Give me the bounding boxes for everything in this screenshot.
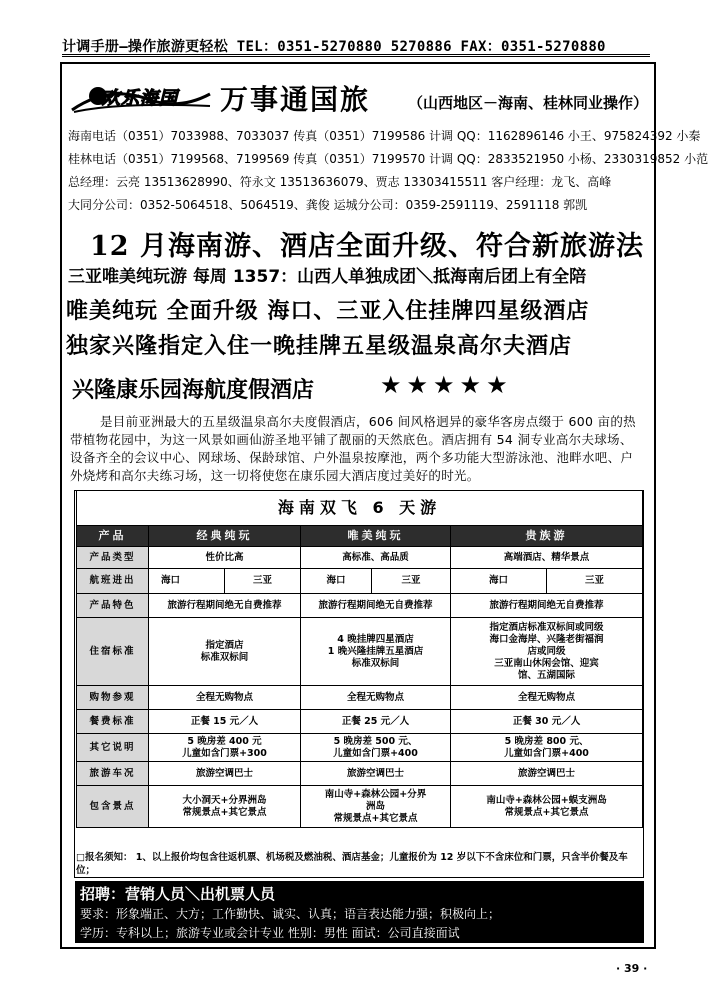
- table-cell: 南山寺+森林公园+蜈支洲岛 常规景点+其它景点: [451, 786, 643, 828]
- recruit-requirements: 要求：形象端正、大方；工作勤快、诚实、认真；语言表达能力强；积极向上；: [80, 907, 501, 921]
- table-cell: 高端酒店、精华景点: [451, 547, 643, 569]
- table-row: [77, 547, 643, 569]
- agency-name: 万事通国旅: [220, 83, 371, 116]
- recruit-education: 学历：专科以上；旅游专业或会计专业 性别：男性 面试：公司直接面试: [80, 926, 460, 940]
- hotel-description: 是目前亚洲最大的五星级温泉高尔夫度假酒店，606 间风格迥异的豪华客房点缀于 600 亩的热带植物花园中，为这一风景如画仙游圣地平铺了靓丽的天然底色。酒店拥有 54 洞专业高尔夫球场、设备齐全的会议中心、网球场、保龄球馆、户外温泉按摩池，两个多功能大型游泳池、池畔水吧、户外烧烤和高尔夫练习场，这一切将使您在康乐园大酒店度过美好的时光。: [70, 414, 636, 483]
- table-cell: 全程无购物点: [149, 686, 301, 710]
- hotel-stars: ★★★★★: [380, 371, 513, 399]
- table-cell: 5 晚房差 500 元、 儿童如含门票+400: [301, 734, 451, 762]
- table-cell: 正餐 25 元／人: [301, 710, 451, 734]
- table-cell: 正餐 30 元／人: [451, 710, 643, 734]
- table-cell: 三亚: [372, 569, 451, 594]
- table-cell: 4 晚挂牌四星酒店 1 晚兴隆挂牌五星酒店 标准双标间: [301, 618, 451, 686]
- table-row: [77, 786, 643, 828]
- page-number: · 39 ·: [616, 962, 648, 975]
- table-cell: 海口: [451, 569, 547, 593]
- contact-guilin: 桂林电话（0351）7199568、7199569 传真（0351）7199570 计调 QQ：2833521950 小杨、2330319852 小范: [68, 152, 709, 166]
- row-label: 住宿标准: [77, 618, 149, 686]
- table-cell: 性价比高: [149, 547, 301, 569]
- table-cell: 旅游空调巴士: [149, 762, 301, 786]
- row-label: 包含景点: [77, 786, 149, 828]
- header-classic: 经典纯玩: [149, 526, 301, 547]
- tour-table: [74, 490, 644, 878]
- contact-hainan: 海南电话（0351）7033988、7033037 传真（0351）7199586 计调 QQ：1162896146 小王、975824392 小秦: [68, 129, 701, 143]
- table-cell: 5 晚房差 400 元 儿童如含门票+300: [149, 734, 301, 762]
- table-cell: 海口: [301, 569, 372, 594]
- table-cell: 三亚: [225, 569, 301, 594]
- row-label: 餐费标准: [77, 710, 149, 734]
- upgrade-line: 唯美纯玩 全面升级 海口、三亚入住挂牌四星级酒店: [66, 299, 590, 324]
- table-cell: 5 晚房差 800 元、 儿童如含门票+400: [451, 734, 643, 762]
- header-contact-bar: 计调手册—操作旅游更轻松 TEL：0351-5270880 5270886 FAX：0351-5270880: [62, 36, 650, 57]
- table-row: [77, 569, 643, 594]
- table-cell: 旅游行程期间绝无自费推荐: [149, 594, 301, 618]
- table-cell: 海口: [149, 569, 225, 594]
- table-cell: 全程无购物点: [451, 686, 643, 710]
- booking-notes: □报名须知： 1、以上报价均包含往返机票、机场税及燃油税、酒店基金；儿童报价为 12 岁以下不含床位和门票，只含半价餐及车位；: [76, 852, 628, 876]
- table-title: 海南双飞 6 天游: [77, 491, 643, 526]
- table-cell: 全程无购物点: [301, 686, 451, 710]
- table-row: [77, 686, 643, 710]
- table-row: [77, 618, 643, 686]
- xinglong-line: 独家兴隆指定入住一晚挂牌五星级温泉高尔夫酒店: [66, 334, 573, 359]
- header-deluxe: 唯美纯玩: [301, 526, 451, 547]
- recruit-title: 招聘：营销人员＼出机票人员: [80, 885, 276, 903]
- table-row: [77, 710, 643, 734]
- table-cell: 指定酒店 标准双标间: [149, 618, 301, 686]
- table-cell: 旅游空调巴士: [301, 762, 451, 786]
- contact-branches: 大同分公司：0352-5064518、5064519、龚俊 运城分公司：0359-2591119、2591118 郭凯: [68, 198, 588, 212]
- table-row: [77, 762, 643, 786]
- header-noble: 贵族游: [451, 526, 643, 547]
- table-cell: 正餐 15 元／人: [149, 710, 301, 734]
- row-label: 购物参观: [77, 686, 149, 710]
- row-label: 航班进出: [77, 569, 149, 594]
- recruitment-box: [75, 881, 644, 943]
- table-cell: 大小洞天+分界洲岛 常规景点+其它景点: [149, 786, 301, 828]
- row-label: 其它说明: [77, 734, 149, 762]
- tour-schedule: 三亚唯美纯玩游 每周 1357：山西人单独成团＼抵海南后团上有全陪: [68, 267, 587, 287]
- row-label: 产品类型: [77, 547, 149, 569]
- logo-text: 欢乐海国: [102, 88, 178, 109]
- table-header-row: [77, 526, 643, 547]
- table-cell: 旅游空调巴士: [451, 762, 643, 786]
- headline: 12 月海南游、酒店全面升级、符合新旅游法: [90, 231, 644, 262]
- table-cell: 旅游行程期间绝无自费推荐: [301, 594, 451, 618]
- hotel-name: 兴隆康乐园海航度假酒店: [72, 378, 315, 403]
- row-label: 产品特色: [77, 594, 149, 618]
- agency-subtitle: （山西地区－海南、桂林同业操作）: [408, 94, 649, 112]
- header-product: 产品: [77, 526, 149, 547]
- table-cell: 高标准、高品质: [301, 547, 451, 569]
- table-cell: 南山寺+森林公园+分界 洲岛 常规景点+其它景点: [301, 786, 451, 828]
- table-row: [77, 594, 643, 618]
- row-label: 旅游车况: [77, 762, 149, 786]
- table-cell: 三亚: [585, 575, 605, 586]
- contact-managers: 总经理：云亮 13513628990、符永文 13513636079、贾志 13303415511 客户经理：龙飞、高峰: [68, 175, 612, 189]
- table-cell: 指定酒店标准双标间或同级 海口金海岸、兴隆老街福润 店或同级 三亚南山休闲会馆、迎宾 馆、五湖国际: [451, 618, 643, 686]
- table-cell: 旅游行程期间绝无自费推荐: [451, 594, 643, 618]
- table-row: [77, 734, 643, 762]
